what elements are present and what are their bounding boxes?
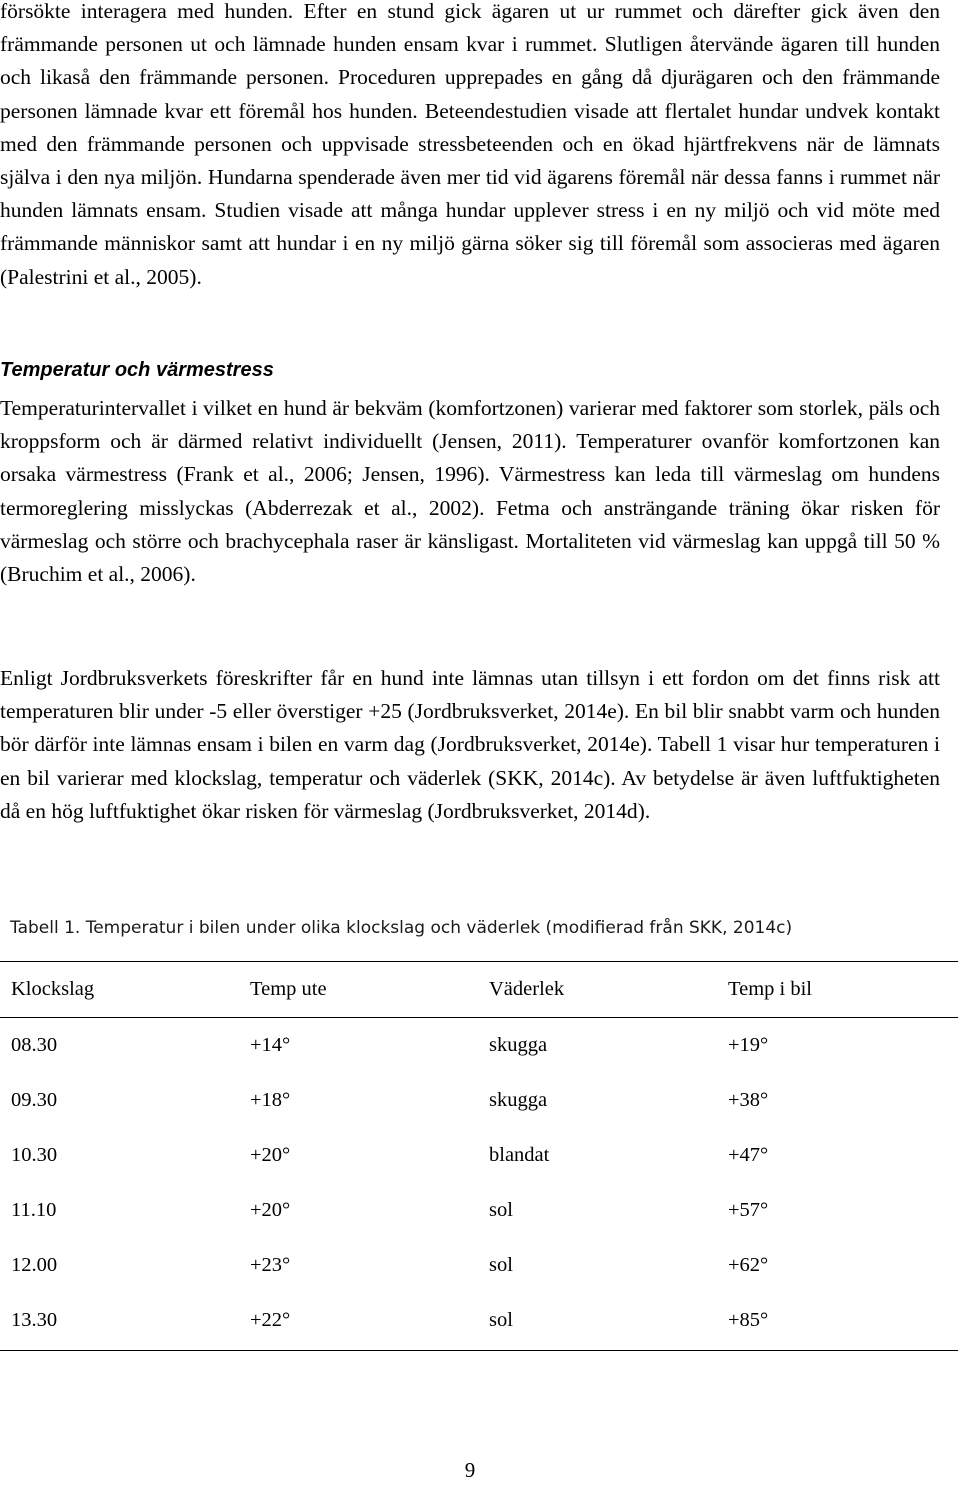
paragraph-intro: försökte interagera med hunden. Efter en stund gick ägaren ut ur rummet och därefter gick även den främmande personen ut och lämnade hunden ensam kvar i rummet. Slutligen återvände ägaren till hunden och likaså den främmande personen. Proceduren upprepades en gång då djurägaren och den främmande personen lämnade kvar ett föremål hos hunden. Beteendestudien visade att flertalet hundar undvek kontakt med den främmande personen och uppvisade stressbeteenden och en ökad hjärtfrekvens när de lämnats själva i den nya miljön. Hundarna spenderade även mer tid vid ägarens föremål när dessa fanns i rummet när hunden lämnats ensam. Studien visade att många hundar upplever stress i en ny miljö och vid möte med främmande människor samt att hundar i en ny miljö gärna söker sig till föremål som associeras med ägaren (Palestrini et al., 2005).: [0, 0, 940, 289]
table-row: [0, 1085, 958, 1115]
table-row: [0, 1250, 958, 1280]
table-cell: 09.30: [11, 1089, 58, 1111]
table-cell: +38°: [728, 1089, 769, 1111]
table-cell: +14°: [250, 1034, 291, 1056]
table-cell: 11.10: [11, 1199, 57, 1221]
table-cell: +20°: [250, 1144, 291, 1166]
table-cell: skugga: [489, 1034, 548, 1056]
table-cell: +22°: [250, 1309, 291, 1331]
table-cell: +57°: [728, 1199, 769, 1221]
table-cell: 12.00: [11, 1254, 58, 1276]
table-cell: 08.30: [11, 1034, 58, 1056]
table-cell: +62°: [728, 1254, 769, 1276]
paragraph-regulations: Enligt Jordbruksverkets föreskrifter får en hund inte lämnas utan tillsyn i ett fordon om det finns risk att temperaturen blir under -5 eller överstiger +25 (Jordbruksverket, 2014e). En bil blir snabbt varm och hunden bör därför inte lämnas ensam i bilen en varm dag (Jordbruksverket, 2014e). Tabell 1 visar hur temperaturen i en bil varierar med klockslag, temperatur och väderlek (SKK, 2014c). Av betydelse är även luftfuktigheten då en hög luftfuktighet ökar risken för värmeslag (Jordbruksverket, 2014d).: [0, 666, 940, 823]
table-cell: +47°: [728, 1144, 769, 1166]
header-cell-vaderlek: Väderlek: [489, 978, 565, 1000]
table-row: [0, 1030, 958, 1060]
header-cell-klockslag: Klockslag: [11, 978, 95, 1000]
table-cell: +18°: [250, 1089, 291, 1111]
table-header-rule: [0, 1017, 958, 1018]
table-bottom-rule: [0, 1350, 958, 1351]
table-cell: sol: [489, 1309, 513, 1331]
table-row: [0, 1140, 958, 1170]
table-cell: 13.30: [11, 1309, 58, 1331]
table-caption: Tabell 1. Temperatur i bilen under olika klockslag och väderlek (modifierad från SKK, 2014c): [10, 918, 793, 938]
table-header-row: [0, 974, 958, 1004]
table-cell: +19°: [728, 1034, 769, 1056]
section-heading: Temperatur och värmestress: [0, 359, 274, 381]
table-row: [0, 1305, 958, 1335]
table-cell: sol: [489, 1199, 513, 1221]
table-cell: 10.30: [11, 1144, 58, 1166]
paragraph-temperature: Temperaturintervallet i vilket en hund är bekväm (komfortzonen) varierar med faktorer som storlek, päls och kroppsform och är därmed relativt individuellt (Jensen, 2011). Temperaturer ovanför komfortzonen kan orsaka värmestress (Frank et al., 2006; Jensen, 1996). Värmestress kan leda till värmeslag om hundens termoreglering misslyckas (Abderrezak et al., 2002). Fetma och ansträngande träning ökar risken för värmeslag och större och brachycephala raser är känsligast. Mortaliteten vid värmeslag kan uppgå till 50 % (Bruchim et al., 2006).: [0, 396, 940, 587]
page-number: 9: [464, 1458, 476, 1482]
header-cell-temp-i-bil: Temp i bil: [728, 978, 812, 1000]
table-cell: skugga: [489, 1089, 548, 1111]
header-cell-temp-ute: Temp ute: [250, 978, 327, 1000]
table-cell: blandat: [489, 1144, 550, 1166]
table-top-rule: [0, 961, 958, 962]
table-cell: +85°: [728, 1309, 769, 1331]
table-cell: +23°: [250, 1254, 291, 1276]
table-cell: sol: [489, 1254, 513, 1276]
table-row: [0, 1195, 958, 1225]
table-cell: +20°: [250, 1199, 291, 1221]
